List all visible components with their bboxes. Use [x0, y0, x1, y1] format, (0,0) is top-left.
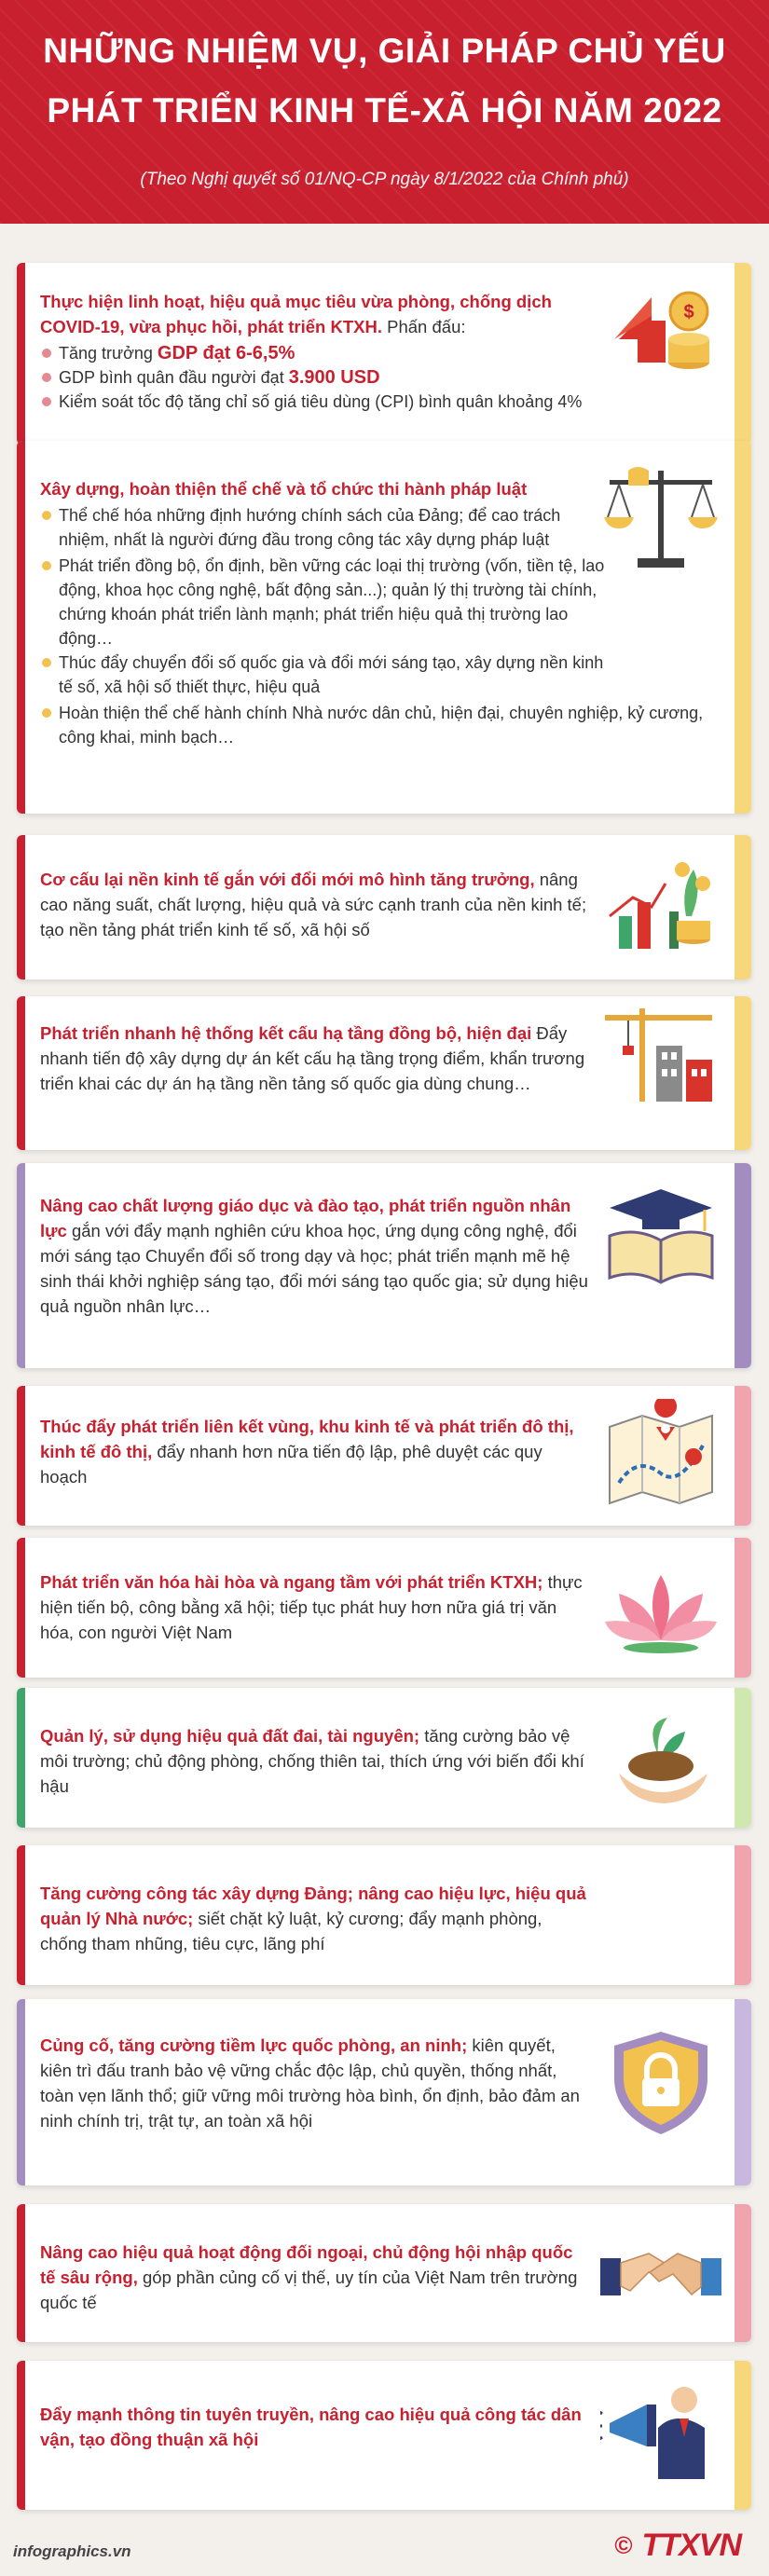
- gdp-growth-value: GDP đạt 6-6,5%: [157, 343, 295, 363]
- copyright-symbol: ©: [614, 2531, 633, 2559]
- card-title: Nâng cao hiệu quả hoạt động đối ngoại, chủ động hội nhập quốc tế sâu rộng,: [40, 2242, 573, 2287]
- card-title: Xây dựng, hoàn thiện thể chế và tổ chức thi hành pháp luật: [40, 479, 528, 499]
- list-item: Thúc đẩy chuyển đổi số quốc gia và đổi mới sáng tạo, xây dựng nền kinh tế số, xã hội số thiết thực, hiệu quả: [40, 651, 618, 699]
- scales-of-justice-icon: [600, 461, 721, 573]
- handshake-icon: [600, 2221, 721, 2333]
- lotus-icon: [600, 1556, 721, 1668]
- card-regional-linkage: [17, 1386, 751, 1526]
- card-land-resources: [17, 1688, 751, 1828]
- card-education: [17, 1163, 751, 1368]
- card-culture: [17, 1538, 751, 1678]
- card-party-building: [17, 1845, 751, 1985]
- card-text: tăng cường bảo vệ môi trường; chủ động phòng, chống thiên tai, thích ứng với biến đổi khí hậu: [40, 1726, 584, 1796]
- gdp-per-capita-value: 3.900 USD: [288, 367, 380, 388]
- footer-brand: [614, 2528, 741, 2564]
- card-text: siết chặt kỷ luật, kỷ cương; đẩy mạnh phòng, chống tham nhũng, tiêu cực, lãng phí: [40, 1909, 542, 1953]
- card-title: Đẩy mạnh thông tin tuyên truyền, nâng cao hiệu quả công tác dân vận, tạo đồng thuận xã hội: [40, 2405, 582, 2449]
- money-plant-chart-icon: [600, 846, 721, 958]
- list-item: GDP bình quân đầu người đạt 3.900 USD: [40, 365, 590, 390]
- header-banner: [0, 0, 769, 224]
- card-text: nâng cao năng suất, chất lượng, hiệu quả và sức cạnh tranh của nền kinh tế; tạo nền tảng phát triển kinh tế số, xã hội số: [40, 870, 587, 939]
- task-list-wide: [40, 554, 618, 699]
- card-economic-restructuring: [17, 835, 751, 980]
- card-title: Phát triển văn hóa hài hòa và ngang tầm với phát triển KTXH;: [40, 1572, 543, 1592]
- card-text: đẩy nhanh hơn nữa tiến độ lập, phê duyệt các quy hoạch: [40, 1442, 542, 1487]
- graduation-book-icon: [600, 1180, 721, 1292]
- card-text: thực hiện tiến bộ, công bằng xã hội; tiếp tục phát huy hơn nữa giá trị văn hóa, con người Việt Nam: [40, 1572, 583, 1642]
- security-lock-icon: [600, 2027, 721, 2139]
- card-covid-recovery: [17, 263, 751, 445]
- page-title-line1: NHỮNG NHIỆM VỤ, GIẢI PHÁP CHỦ YẾU: [43, 32, 726, 70]
- card-text: gắn với đẩy mạnh nghiên cứu khoa học, ứng dụng công nghệ, đổi mới sáng tạo Chuyển đổi số trong dạy và học; phát triển mạnh mẽ hệ sinh thái khởi nghiệp sáng tạo, đổi mới sáng tạo quốc gia; sử dụng hiệu quả nguồn nhân lực…: [40, 1221, 588, 1316]
- page-title-line2: PHÁT TRIỂN KINH TẾ-XÃ HỘI NĂM 2022: [47, 91, 722, 130]
- task-list: [40, 503, 562, 552]
- card-title: Phát triển nhanh hệ thống kết cấu hạ tầng đồng bộ, hiện đại: [40, 1023, 532, 1043]
- card-text: góp phần củng cố vị thế, uy tín của Việt Nam trên trường quốc tế: [40, 2268, 578, 2312]
- construction-crane-icon: [600, 1004, 721, 1116]
- card-infrastructure: [17, 996, 751, 1150]
- site-url[interactable]: infographics.vn: [13, 2542, 131, 2560]
- list-item: Hoàn thiện thể chế hành chính Nhà nước dân chủ, hiện đại, chuyên nghiệp, kỷ cương, công khai, minh bạch…: [40, 701, 725, 749]
- card-foreign-affairs: [17, 2204, 751, 2342]
- card-legal-institutions: [17, 441, 751, 814]
- card-title: Tăng cường công tác xây dựng Đảng; nâng cao hiệu lực, hiệu quả quản lý Nhà nước;: [40, 1884, 586, 1928]
- card-title: Cơ cấu lại nền kinh tế gắn với đổi mới mô hình tăng trưởng,: [40, 870, 535, 889]
- card-text: kiên quyết, kiên trì đấu tranh bảo vệ vững chắc độc lập, chủ quyền, thống nhất, toàn vẹn lãnh thổ; giữ vững môi trường hòa bình, ổn định, bảo đảm an ninh chính trị, trật tự, an toàn xã hội: [40, 2035, 580, 2131]
- list-item: Kiểm soát tốc độ tăng chỉ số giá tiêu dùng (CPI) bình quân khoảng 4%: [40, 390, 590, 414]
- hand-plant-icon: [600, 1699, 721, 1811]
- task-list-full: [40, 701, 725, 749]
- growth-coins-icon: [600, 274, 721, 386]
- card-communication: [17, 2361, 751, 2510]
- target-list: [40, 341, 590, 414]
- card-text: Đẩy nhanh tiến độ xây dựng dự án kết cấu hạ tầng trọng điểm, khẩn trương triển khai các dự án hạ tầng nền tảng số quốc gia dùng chung…: [40, 1023, 585, 1093]
- card-title: Quản lý, sử dụng hiệu quả đất đai, tài nguyên;: [40, 1726, 420, 1746]
- card-title: Thúc đẩy phát triển liên kết vùng, khu kinh tế và phát triển đô thị, kinh tế đô thị,: [40, 1417, 574, 1461]
- card-title: Củng cố, tăng cường tiềm lực quốc phòng, an ninh;: [40, 2035, 468, 2055]
- card-defense-security: [17, 1999, 751, 2185]
- card-title: Nâng cao chất lượng giáo dục và đào tạo, phát triển nguồn nhân lực: [40, 1196, 571, 1240]
- list-item: Thể chế hóa những định hướng chính sách của Đảng; để cao trách nhiệm, nhất là người đứng đầu trong công tác xây dựng pháp luật: [40, 503, 562, 552]
- map-location-icon: [600, 1399, 721, 1511]
- svg-text:$: $: [683, 302, 694, 322]
- page-subtitle: (Theo Nghị quyết số 01/NQ-CP ngày 8/1/2022 của Chính phủ): [140, 170, 629, 189]
- list-item: Tăng trưởng GDP đạt 6-6,5%: [40, 341, 590, 365]
- ttxvn-logo: TTXVN: [641, 2528, 741, 2563]
- card-title: Thực hiện linh hoạt, hiệu quả mục tiêu vừa phòng, chống dịch COVID-19, vừa phục hồi, phát triển KTXH.: [40, 292, 552, 336]
- card-text: Phấn đấu:: [382, 317, 466, 336]
- megaphone-person-icon: [600, 2372, 721, 2484]
- list-item: Phát triển đồng bộ, ổn định, bền vững các loại thị trường (vốn, tiền tệ, lao động, khoa học công nghệ, bất động sản...); quản lý thị trường tài chính, chứng khoán phát triển lành mạnh; phát triển hiệu quả thị trường lao động…: [40, 554, 618, 651]
